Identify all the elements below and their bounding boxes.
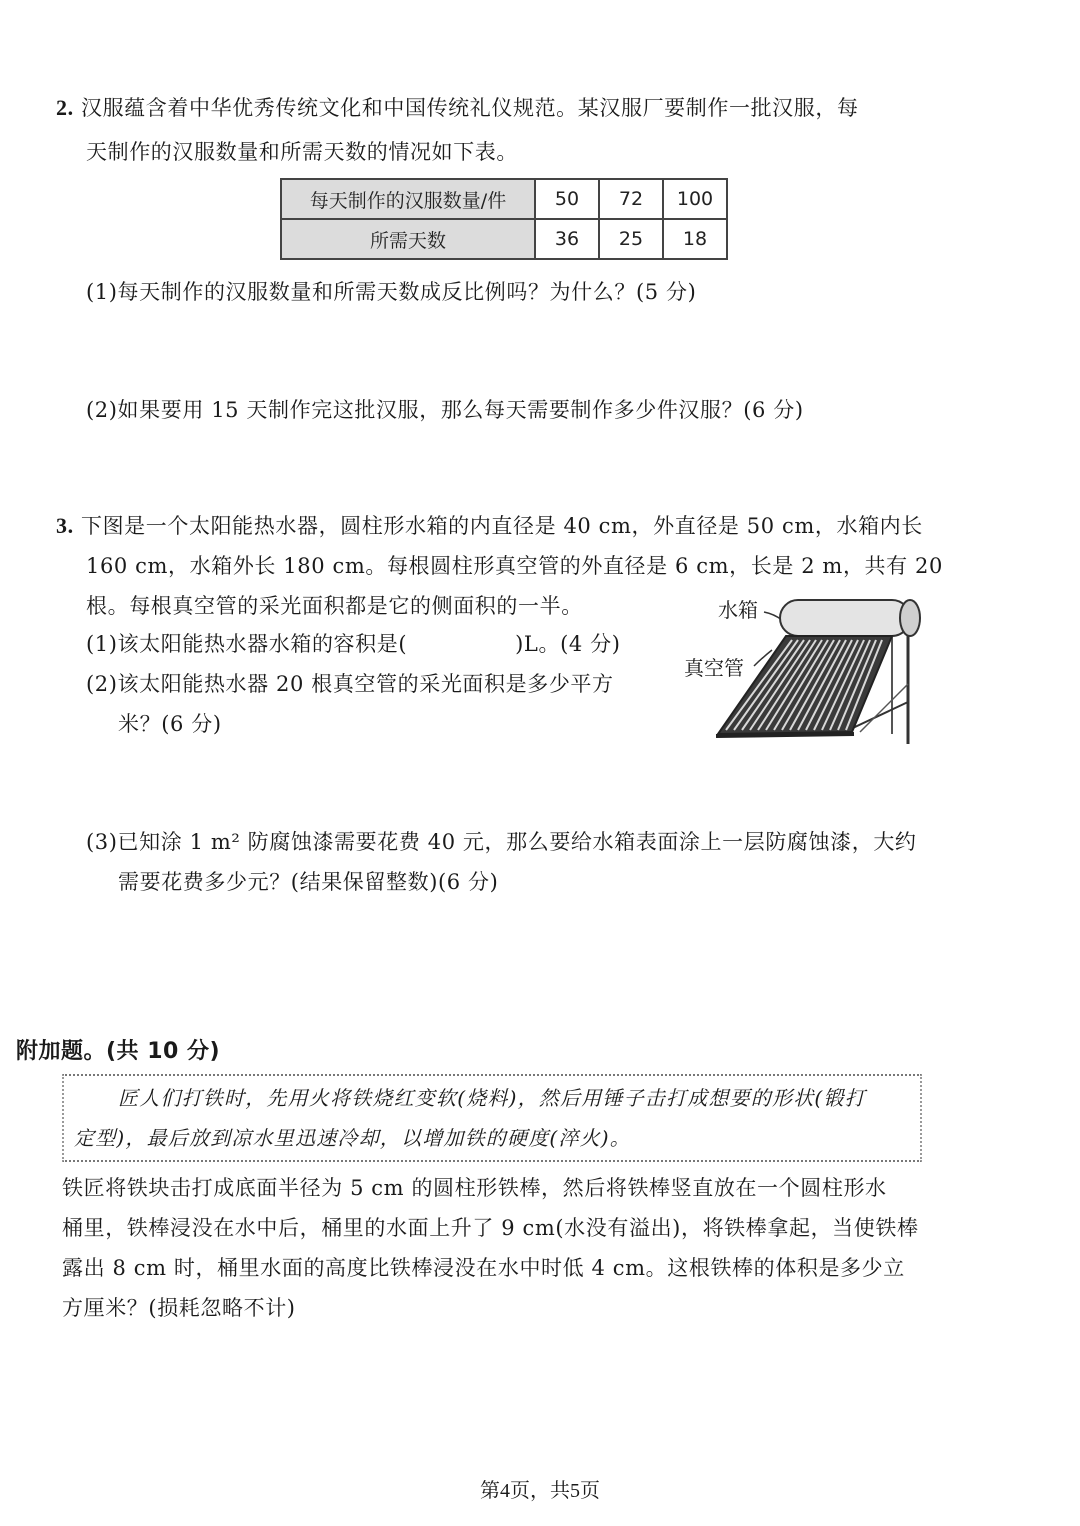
bonus-line2: 桶里，铁棒浸没在水中后，桶里的水面上升了 9 cm(水没有溢出)，将铁棒拿起，当使铁棒 <box>62 1216 919 1240</box>
bonus-line1: 铁匠将铁块击打成底面半径为 5 cm 的圆柱形铁棒，然后将铁棒竖直放在一个圆柱形水 <box>62 1176 887 1200</box>
table-row <box>281 179 727 219</box>
figure-label-tank: 水箱 <box>718 598 758 622</box>
table-head-quantity: 每天制作的汉服数量/件 <box>281 179 535 219</box>
q3-line2: 160 cm，水箱外长 180 cm。每根圆柱形真空管的外直径是 6 cm，长是 2 m，共有 20 <box>86 554 943 578</box>
q2-line1 <box>56 94 859 122</box>
bonus-line3: 露出 8 cm 时，桶里水面的高度比铁棒浸没在水中时低 4 cm。这根铁棒的体积是多少立 <box>62 1256 905 1280</box>
q3-number: 3. <box>56 513 74 538</box>
page-footer: 第4页，共5页 <box>480 1480 600 1502</box>
bonus-line4: 方厘米？(损耗忽略不计) <box>62 1296 296 1320</box>
q2-data-table <box>280 178 728 260</box>
table-cell: 36 <box>535 219 599 259</box>
info-box-line1: 匠人们打铁时，先用火将铁烧红变软(烧料)，然后用锤子击打成想要的形状(锻打 <box>118 1086 866 1110</box>
q2-text-line1: 汉服蕴含着中华优秀传统文化和中国传统礼仪规范。某汉服厂要制作一批汉服，每 <box>80 96 859 120</box>
q2-sub1: (1)每天制作的汉服数量和所需天数成反比例吗？为什么？(5 分) <box>86 280 697 304</box>
solar-water-heater-illustration <box>680 584 928 750</box>
q3-sub2-line2: 米？(6 分) <box>118 712 222 736</box>
table-cell: 25 <box>599 219 663 259</box>
table-cell: 100 <box>663 179 727 219</box>
q3-line3: 根。每根真空管的采光面积都是它的侧面积的一半。 <box>86 594 583 618</box>
q2-sub2: (2)如果要用 15 天制作完这批汉服，那么每天需要制作多少件汉服？(6 分) <box>86 398 804 422</box>
table-cell: 18 <box>663 219 727 259</box>
q3-sub2-line1: (2)该太阳能热水器 20 根真空管的采光面积是多少平方 <box>86 672 614 696</box>
bonus-title: 附加题。(共 10 分) <box>16 1039 221 1064</box>
info-box-line2: 定型)，最后放到凉水里迅速冷却，以增加铁的硬度(淬火)。 <box>74 1126 632 1150</box>
figure-label-tube: 真空管 <box>684 656 744 680</box>
q3-sub1: (1)该太阳能热水器水箱的容积是( )L。(4 分) <box>86 632 621 656</box>
q3-text-line1: 下图是一个太阳能热水器，圆柱形水箱的内直径是 40 cm，外直径是 50 cm，水箱内长 <box>80 514 923 538</box>
table-cell: 72 <box>599 179 663 219</box>
q3-sub3-line2: 需要花费多少元？(结果保留整数)(6 分) <box>118 870 499 894</box>
table-head-days: 所需天数 <box>281 219 535 259</box>
q3-sub3-line1: (3)已知涂 1 m² 防腐蚀漆需要花费 40 元，那么要给水箱表面涂上一层防腐蚀漆，大约 <box>86 830 917 854</box>
table-cell: 50 <box>535 179 599 219</box>
q3-line1 <box>56 512 923 540</box>
q2-line2: 天制作的汉服数量和所需天数的情况如下表。 <box>86 140 518 164</box>
table-row <box>281 219 727 259</box>
q2-number: 2. <box>56 95 74 120</box>
